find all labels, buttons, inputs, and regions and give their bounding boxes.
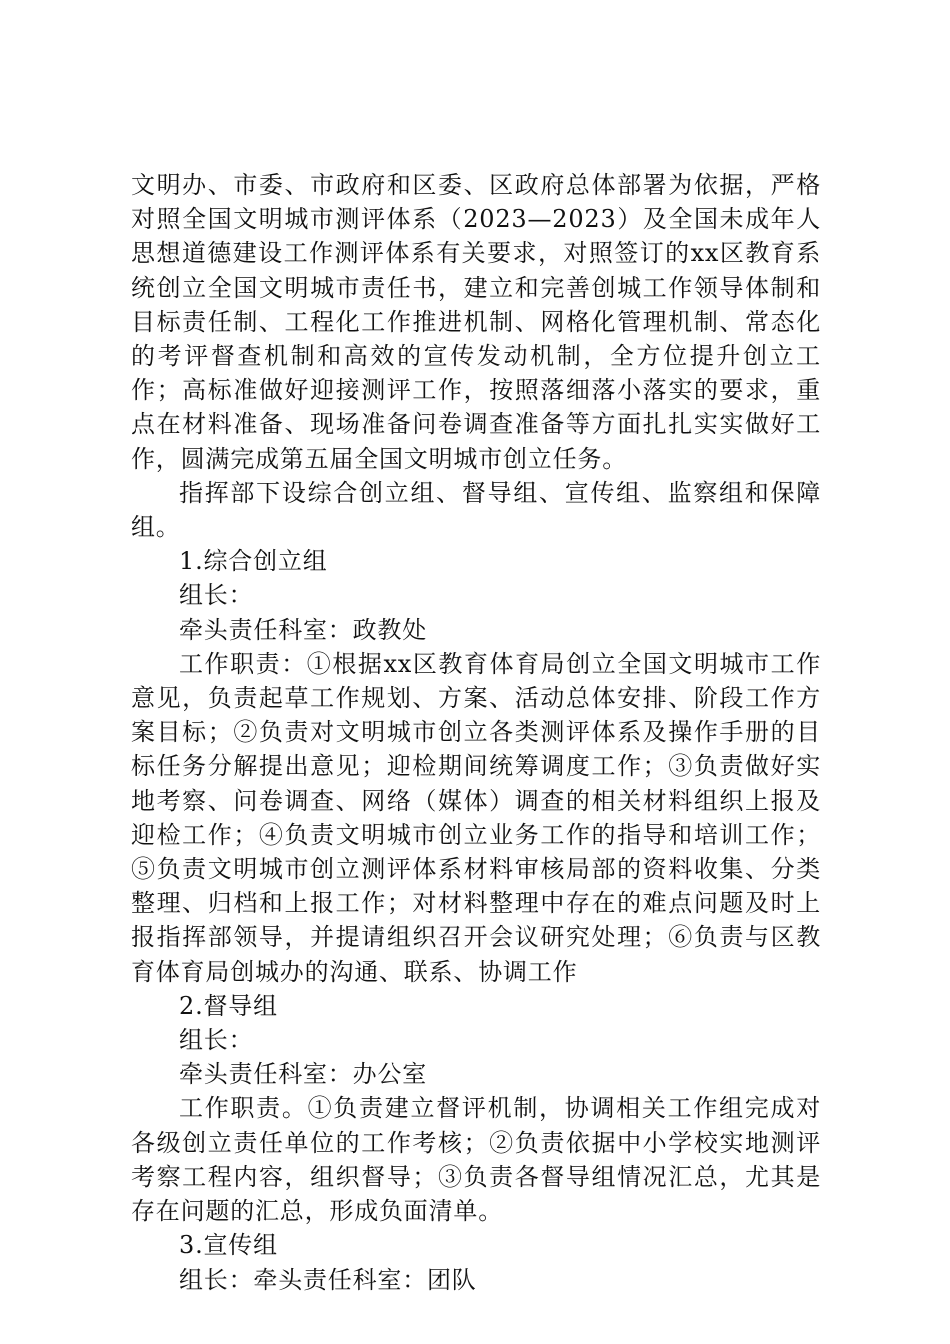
group3-leader-office: 组长：牵头责任科室：团队 (179, 1265, 477, 1294)
group1-leader: 组长： (179, 581, 254, 610)
group2-leader: 组长： (179, 1026, 254, 1055)
group1-duties: 工作职责：①根据xx区教育体育局创立全国文明城市工作意见，负责起草工作规划、方案、活动总体安排、阶段工作方案目标；②负责对文明城市创立各类测评体系及操作手册的目标任务分解提出意见；迎检期间统筹调度工作；③负责做好实地考察、问卷调查、网络（媒体）调查的相关材料组织上报及迎检工作；④负责文明城市创立业务工作的指导和培训工作；⑤负责文明城市创立测评体系材料审核局部的资料收集、分类整理、归档和上报工作；对材料整理中存在的难点问题及时上报指挥部领导，并提请组织召开会议研究处理；⑥负责与区教育体育局创城办的沟通、联系、协调工作 (131, 649, 821, 986)
intro-paragraph: 文明办、市委、市政府和区委、区政府总体部署为依据，严格对照全国文明城市测评体系（2023—2023）及全国未成年人思想道德建设工作测评体系有关要求，对照签订的xx区教育系统创立全国文明城市责任书，建立和完善创城工作领导体制和目标责任制、工程化工作推进机制、网格化管理机制、常态化的考评督查机制和高效的宣传发动机制，全方位提升创立工作；高标准做好迎接测评工作，按照落细落小落实的要求，重点在材料准备、现场准备问卷调查准备等方面扎扎实实做好工作，圆满完成第五届全国文明城市创立任务。 (131, 171, 821, 473)
group2-heading: 2.督导组 (179, 991, 278, 1020)
group1-office: 牵头责任科室：政教处 (179, 615, 427, 644)
document-body (131, 168, 821, 1297)
group2-duties: 工作职责。①负责建立督评机制，协调相关工作组完成对各级创立责任单位的工作考核；②负责依据中小学校实地测评考察工程内容，组织督导；③负责各督导组情况汇总，尤其是存在问题的汇总，形成负面清单。 (131, 1094, 821, 1226)
group3-heading: 3.宣传组 (179, 1231, 278, 1260)
group2-office: 牵头责任科室：办公室 (179, 1060, 427, 1089)
group1-heading: 1.综合创立组 (179, 547, 328, 576)
groups-overview-paragraph: 指挥部下设综合创立组、督导组、宣传组、监察组和保障组。 (131, 478, 821, 542)
